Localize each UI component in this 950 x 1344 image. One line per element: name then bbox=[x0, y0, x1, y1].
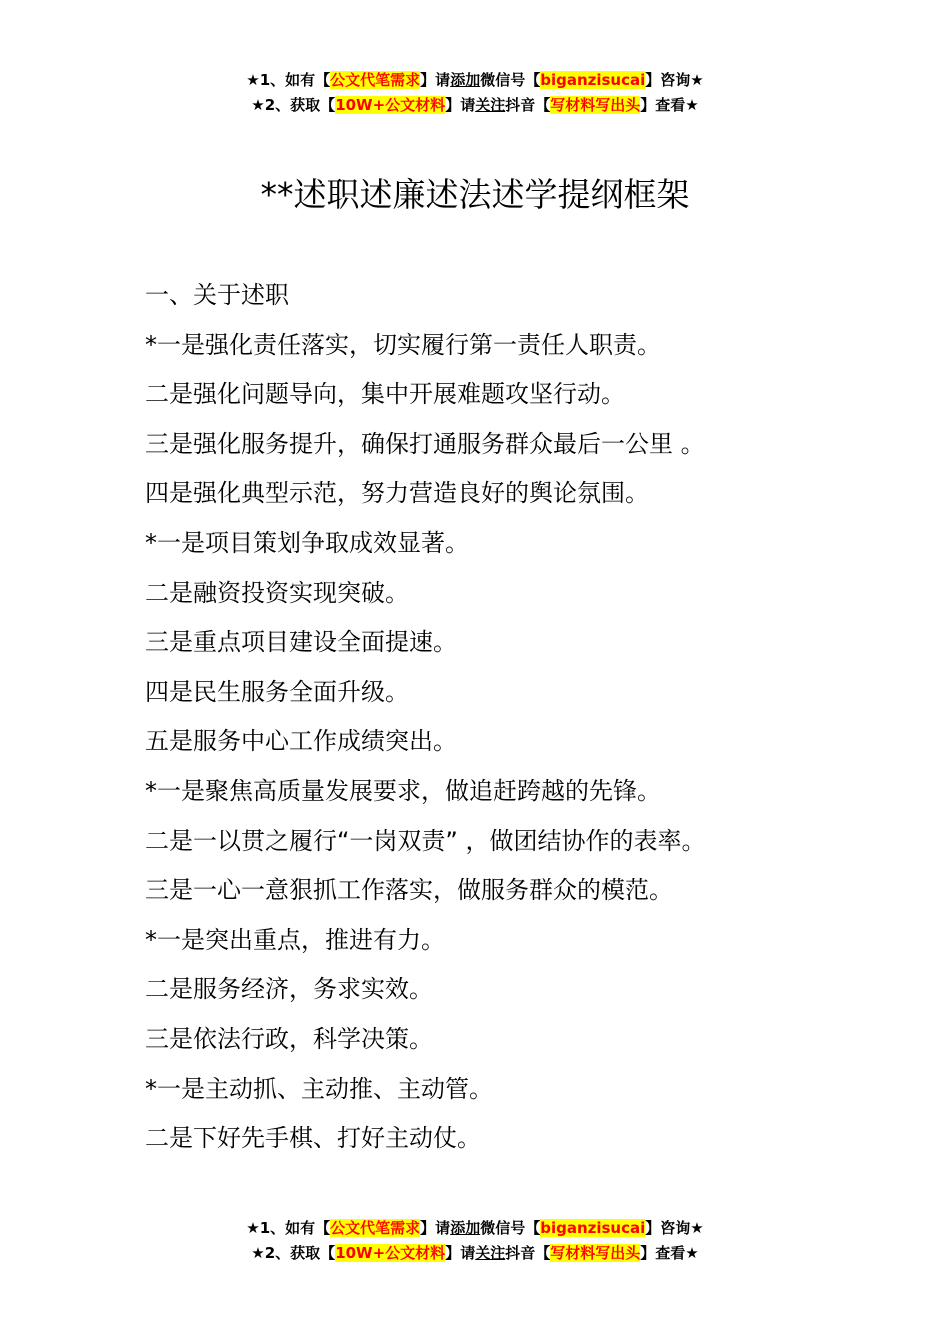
banner-highlight-wechat-id: biganzisucai bbox=[540, 1219, 646, 1237]
paragraph: 二是下好先手棋、打好主动仗。 bbox=[145, 1124, 481, 1153]
banner-line-1 bbox=[0, 68, 950, 93]
section-heading: 一、关于述职 bbox=[145, 281, 289, 309]
paragraph: *一是聚焦高质量发展要求，做追赶跨越的先锋。 bbox=[145, 776, 661, 805]
top-banner bbox=[0, 68, 950, 118]
paragraph: 二是服务经济，务求实效。 bbox=[145, 975, 433, 1004]
banner-highlight-wechat-id: biganzisucai bbox=[540, 71, 646, 89]
banner-text: 】请 bbox=[420, 1219, 451, 1237]
banner-emphasis-add: 添加 bbox=[450, 1219, 481, 1237]
banner-highlight-materials: 10W+公文材料 bbox=[335, 1244, 446, 1262]
paragraph: 三是重点项目建设全面提速。 bbox=[145, 628, 457, 657]
banner-emphasis-follow: 关注 bbox=[475, 1244, 506, 1262]
banner-text: ★1、如有【 bbox=[246, 71, 331, 89]
banner-highlight-douyin-id: 写材料写出头 bbox=[550, 96, 641, 114]
banner-highlight-materials: 10W+公文材料 bbox=[335, 96, 446, 114]
banner-text: 】咨询★ bbox=[645, 71, 704, 89]
paragraph: 五是服务中心工作成绩突出。 bbox=[145, 727, 457, 756]
paragraph: 四是强化典型示范，努力营造良好的舆论氛围。 bbox=[145, 479, 649, 508]
document-body bbox=[145, 271, 865, 1164]
paragraph: 三是依法行政，科学决策。 bbox=[145, 1024, 433, 1053]
paragraph: *一是主动抓、主动推、主动管。 bbox=[145, 1074, 493, 1103]
banner-text: 】咨询★ bbox=[645, 1219, 704, 1237]
banner-highlight-service: 公文代笔需求 bbox=[330, 71, 421, 89]
banner-emphasis-follow: 关注 bbox=[475, 96, 506, 114]
banner-text: 抖音【 bbox=[505, 1244, 551, 1262]
banner-text: 】查看★ bbox=[640, 1244, 699, 1262]
banner-text: ★2、获取【 bbox=[251, 1244, 336, 1262]
paragraph: 二是融资投资实现突破。 bbox=[145, 578, 409, 607]
banner-line-2 bbox=[0, 93, 950, 118]
banner-text: ★2、获取【 bbox=[251, 96, 336, 114]
paragraph: *一是项目策划争取成效显著。 bbox=[145, 528, 469, 557]
banner-text: 】请 bbox=[420, 71, 451, 89]
banner-highlight-service: 公文代笔需求 bbox=[330, 1219, 421, 1237]
paragraph: 三是一心一意狠抓工作落实，做服务群众的模范。 bbox=[145, 876, 673, 905]
banner-text: ★1、如有【 bbox=[246, 1219, 331, 1237]
paragraph: 三是强化服务提升，确保打通服务群众最后一公里 。 bbox=[145, 429, 705, 458]
paragraph: *一是突出重点，推进有力。 bbox=[145, 925, 445, 954]
paragraph: 二是强化问题导向，集中开展难题攻坚行动。 bbox=[145, 380, 625, 409]
banner-text: 微信号【 bbox=[480, 1219, 541, 1237]
banner-text: 】请 bbox=[445, 96, 476, 114]
banner-text: 微信号【 bbox=[480, 71, 541, 89]
banner-emphasis-add: 添加 bbox=[450, 71, 481, 89]
banner-text: 抖音【 bbox=[505, 96, 551, 114]
paragraph: 四是民生服务全面升级。 bbox=[145, 677, 409, 706]
banner-line-2 bbox=[0, 1241, 950, 1266]
banner-text: 】请 bbox=[445, 1244, 476, 1262]
banner-highlight-douyin-id: 写材料写出头 bbox=[550, 1244, 641, 1262]
paragraph: 二是一以贯之履行“一岗双责” ，做团结协作的表率。 bbox=[145, 826, 706, 855]
bottom-banner bbox=[0, 1216, 950, 1266]
paragraph: *一是强化责任落实，切实履行第一责任人职责。 bbox=[145, 330, 661, 359]
banner-text: 】查看★ bbox=[640, 96, 699, 114]
page-title: **述职述廉述法述学提纲框架 bbox=[260, 175, 690, 214]
banner-line-1 bbox=[0, 1216, 950, 1241]
